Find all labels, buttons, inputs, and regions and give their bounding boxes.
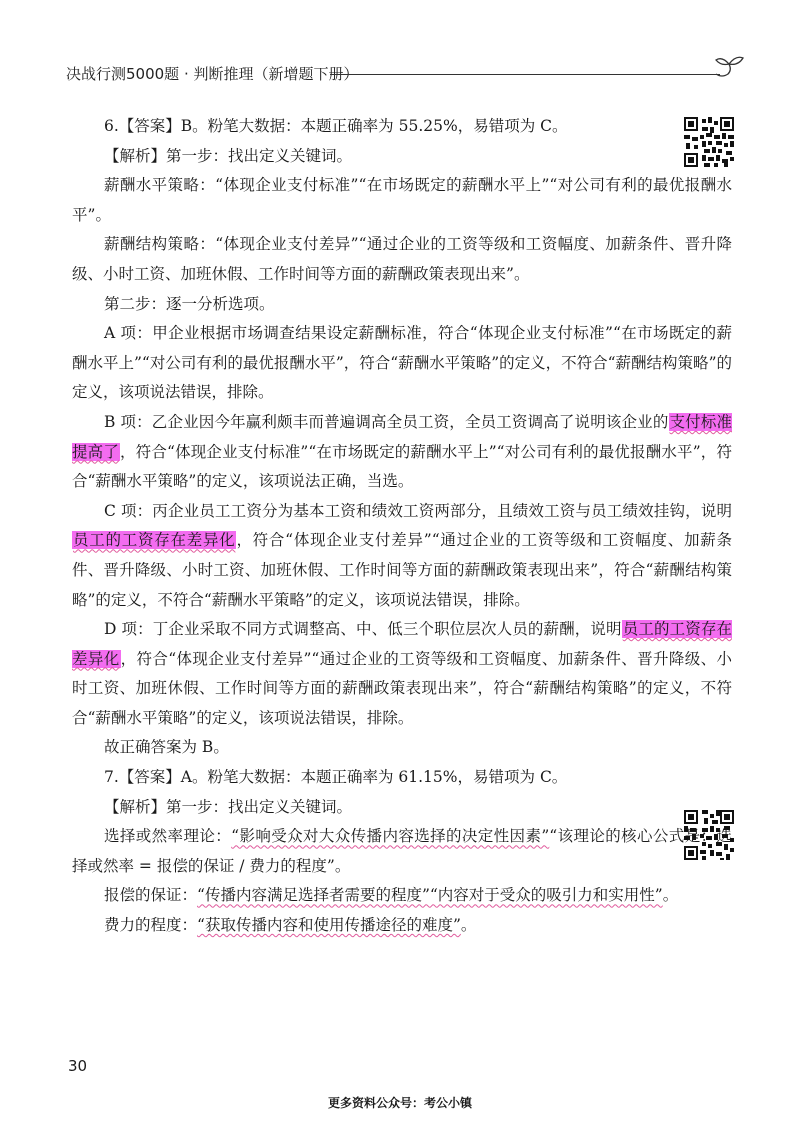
q7-analysis-step1: 【解析】第一步：找出定义关键词。 <box>104 797 353 816</box>
q6-analysis-step1: 【解析】第一步：找出定义关键词。 <box>104 146 353 165</box>
q6-option-b: B 项：乙企业因今年赢利颇丰而普遍调高全员工资，全员工资调高了说明该企业的支付标准提高了，符合“体现企业支付标准”“在市场既定的薪酬水平上”“对公司有利的最优报酬水平”，符合“薪酬水平策略”的定义，该项说法正确，当选。 <box>72 412 732 491</box>
header-rule <box>330 74 720 75</box>
q6-option-a: A 项：甲企业根据市场调查结果设定薪酬标准，符合“体现企业支付标准”“在市场既定的薪酬水平上”“对公司有利的最优报酬水平”，符合“薪酬水平策略”的定义，不符合“薪酬结构策略”的定义，该项说法错误，排除。 <box>72 324 732 402</box>
answer-explanation <box>72 112 732 941</box>
q6-option-d: D 项：丁企业采取不同方式调整高、中、低三个职位层次人员的薪酬，说明员工的工资存在差异化，符合“体现企业支付差异”“通过企业的工资等级和工资幅度、加薪条件、晋升降级、小时工资、加班休假、工作时间等方面的薪酬政策表现出来”，符合“薪酬结构策略”的定义，不符合“薪酬水平策略”的定义，该项说法错误，排除。 <box>72 620 732 727</box>
q6-option-c: C 项：丙企业员工工资分为基本工资和绩效工资两部分，且绩效工资与员工绩效挂钩，说明员工的工资存在差异化，符合“体现企业支付差异”“通过企业的工资等级和工资幅度、加薪条件、晋升降级、小时工资、加班休假、工作时间等方面的薪酬政策表现出来”，符合“薪酬结构策略”的定义，不符合“薪酬水平策略”的定义，该项说法错误，排除。 <box>72 501 732 609</box>
underlined-keyword: “获取传播内容和使用传播途径的难度” <box>197 916 461 935</box>
highlight-mark: 员工的工资存在差异化 <box>73 531 236 550</box>
q6-salary-structure-definition: 薪酬结构策略：“体现企业支付差异”“通过企业的工资等级和工资幅度、加薪条件、晋升降级、小时工资、加班休假、工作时间等方面的薪酬政策表现出来”。 <box>72 235 732 283</box>
highlight-mark: 支付标准提高了 <box>72 412 732 461</box>
q7-reward-definition: 报偿的保证：“传播内容满足选择者需要的程度”“内容对于受众的吸引力和实用性”。 <box>104 886 679 905</box>
highlight-mark: 员工的工资存在差异化 <box>72 620 732 668</box>
q6-salary-level-definition: 薪酬水平策略：“体现企业支付标准”“在市场既定的薪酬水平上”“对公司有利的最优报酬水平”。 <box>72 176 732 224</box>
header-title: 决战行测5000题 · 判断推理（新增题下册） <box>66 65 359 83</box>
q6-answer-line: 6.【答案】B。粉笔大数据：本题正确率为 55.25%，易错项为 C。 <box>104 117 568 135</box>
page-number: 30 <box>68 1057 88 1075</box>
q6-step2: 第二步：逐一分析选项。 <box>104 294 275 313</box>
q6-conclusion: 故正确答案为 B。 <box>104 738 229 757</box>
underlined-keyword: “传播内容满足选择者需要的程度”“内容对于受众的吸引力和实用性” <box>197 886 663 905</box>
q7-theory-definition: 选择或然率理论：“影响受众对大众传播内容选择的决定性因素”“该理论的核心公式是：选择或然率 = 报偿的保证 / 费力的程度”。 <box>72 827 732 875</box>
sprout-icon <box>712 52 746 80</box>
footer-text: 更多资料公众号：考公小镇 <box>327 1096 472 1110</box>
q7-answer-line: 7.【答案】A。粉笔大数据：本题正确率为 61.15%，易错项为 C。 <box>104 768 568 787</box>
q7-effort-definition: 费力的程度：“获取传播内容和使用传播途径的难度”。 <box>104 916 477 935</box>
underlined-keyword: “影响受众对大众传播内容选择的决定性因素” <box>231 827 550 846</box>
